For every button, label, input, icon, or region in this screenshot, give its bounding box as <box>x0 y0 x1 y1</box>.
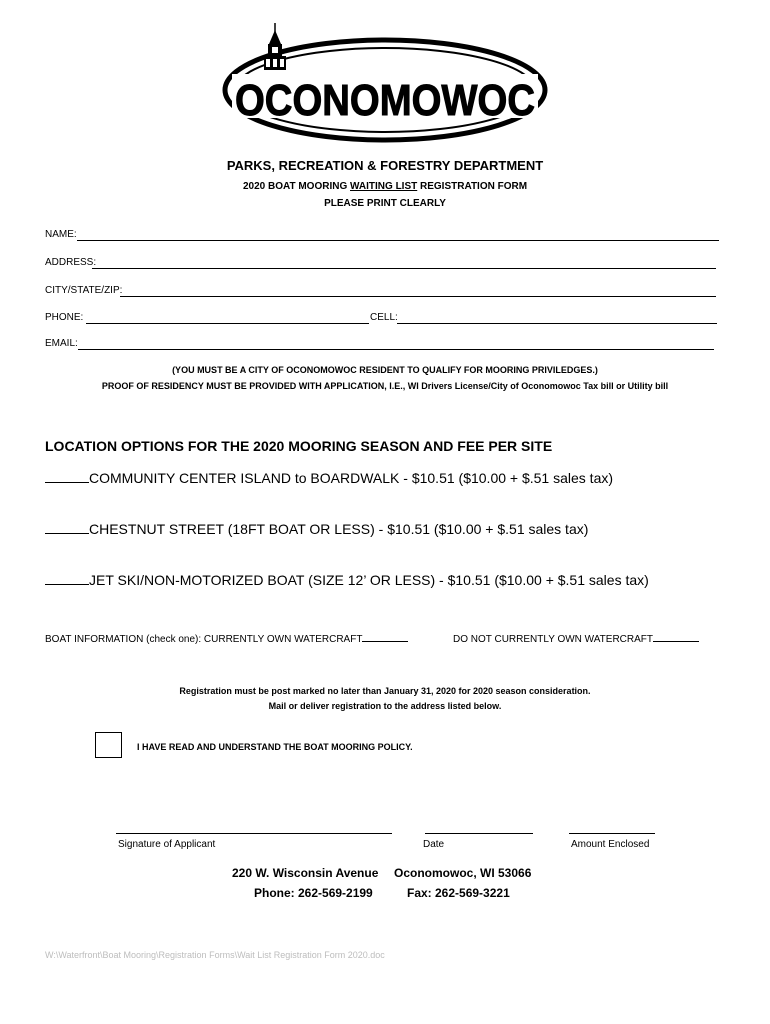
location-option-label: CHESTNUT STREET (18FT BOAT OR LESS) - $10.51 ($10.00 + $.51 sales tax) <box>89 521 589 537</box>
boat-info-own-label: BOAT INFORMATION (check one): CURRENTLY OWN WATERCRAFT <box>45 634 363 645</box>
cell-field[interactable] <box>397 323 717 324</box>
form-title <box>0 181 770 192</box>
file-path: W:\Waterfront\Boat Mooring\Registration Forms\Wait List Registration Form 2020.doc <box>45 950 385 960</box>
own-watercraft-checkline[interactable] <box>362 632 408 642</box>
department-title: PARKS, RECREATION & FORESTRY DEPARTMENT <box>226 158 544 173</box>
location-option <box>45 521 588 537</box>
amount-label: Amount Enclosed <box>571 839 650 850</box>
option-checkline[interactable] <box>45 470 89 483</box>
city-label: CITY/STATE/ZIP: <box>45 285 123 296</box>
mail-notice: Mail or deliver registration to the address listed below. <box>268 701 502 711</box>
amount-line[interactable] <box>569 833 655 834</box>
location-option-label: JET SKI/NON-MOTORIZED BOAT (SIZE 12’ OR LESS) - $10.51 ($10.00 + $.51 sales tax) <box>89 572 649 588</box>
email-label: EMAIL: <box>45 338 78 349</box>
contact-fax: Fax: 262-569-3221 <box>407 886 510 900</box>
date-line[interactable] <box>425 833 533 834</box>
location-option <box>45 572 649 588</box>
boat-info-alt <box>453 632 699 645</box>
steeple-icon <box>264 23 286 70</box>
form-title-post: REGISTRATION FORM <box>417 181 528 192</box>
deadline-notice: Registration must be post marked no later than January 31, 2020 for 2020 season consideration. <box>179 686 591 696</box>
date-label: Date <box>423 839 445 850</box>
oconomowoc-logo <box>220 18 550 143</box>
email-field[interactable] <box>78 349 714 350</box>
not-own-watercraft-checkline[interactable] <box>653 632 699 642</box>
contact-phone: Phone: 262-569-2199 <box>254 886 373 900</box>
policy-label: I HAVE READ AND UNDERSTAND THE BOAT MOORING POLICY. <box>137 742 413 752</box>
address-field[interactable] <box>92 268 716 269</box>
location-option <box>45 470 613 486</box>
location-option-label: COMMUNITY CENTER ISLAND to BOARDWALK - $10.51 ($10.00 + $.51 sales tax) <box>89 470 614 486</box>
boat-info <box>45 632 408 645</box>
name-field[interactable] <box>77 240 719 241</box>
signature-line[interactable] <box>116 833 392 834</box>
location-options-title: LOCATION OPTIONS FOR THE 2020 MOORING SEASON AND FEE PER SITE <box>45 438 553 454</box>
policy-checkbox[interactable] <box>95 732 122 758</box>
address-label: ADDRESS: <box>45 257 97 268</box>
cell-label: CELL: <box>370 312 398 323</box>
contact-city: Oconomowoc, WI 53066 <box>394 866 532 880</box>
residency-notice: (YOU MUST BE A CITY OF OCONOMOWOC RESIDENT TO QUALIFY FOR MOORING PRIVILEDGES.) <box>172 365 598 375</box>
option-checkline[interactable] <box>45 521 89 534</box>
form-title-pre: 2020 BOAT MOORING <box>242 181 351 192</box>
name-label: NAME: <box>45 229 77 240</box>
option-checkline[interactable] <box>45 572 89 585</box>
form-title-underline: WAITING LIST <box>350 181 418 192</box>
city-state-zip-field[interactable] <box>120 296 716 297</box>
signature-label: Signature of Applicant <box>118 839 216 850</box>
residency-proof-notice: PROOF OF RESIDENCY MUST BE PROVIDED WITH APPLICATION, I.E., WI Drivers License/City of Oconomowoc Tax bill or Utility bill <box>101 381 669 391</box>
boat-info-not-own-label: DO NOT CURRENTLY OWN WATERCRAFT <box>453 634 653 645</box>
logo-wordmark: OCONOMOWOC <box>235 76 535 125</box>
print-note: PLEASE PRINT CLEARLY <box>324 198 446 209</box>
contact-address: 220 W. Wisconsin Avenue <box>232 866 379 880</box>
phone-field[interactable] <box>86 323 369 324</box>
phone-label: PHONE: <box>45 312 84 323</box>
